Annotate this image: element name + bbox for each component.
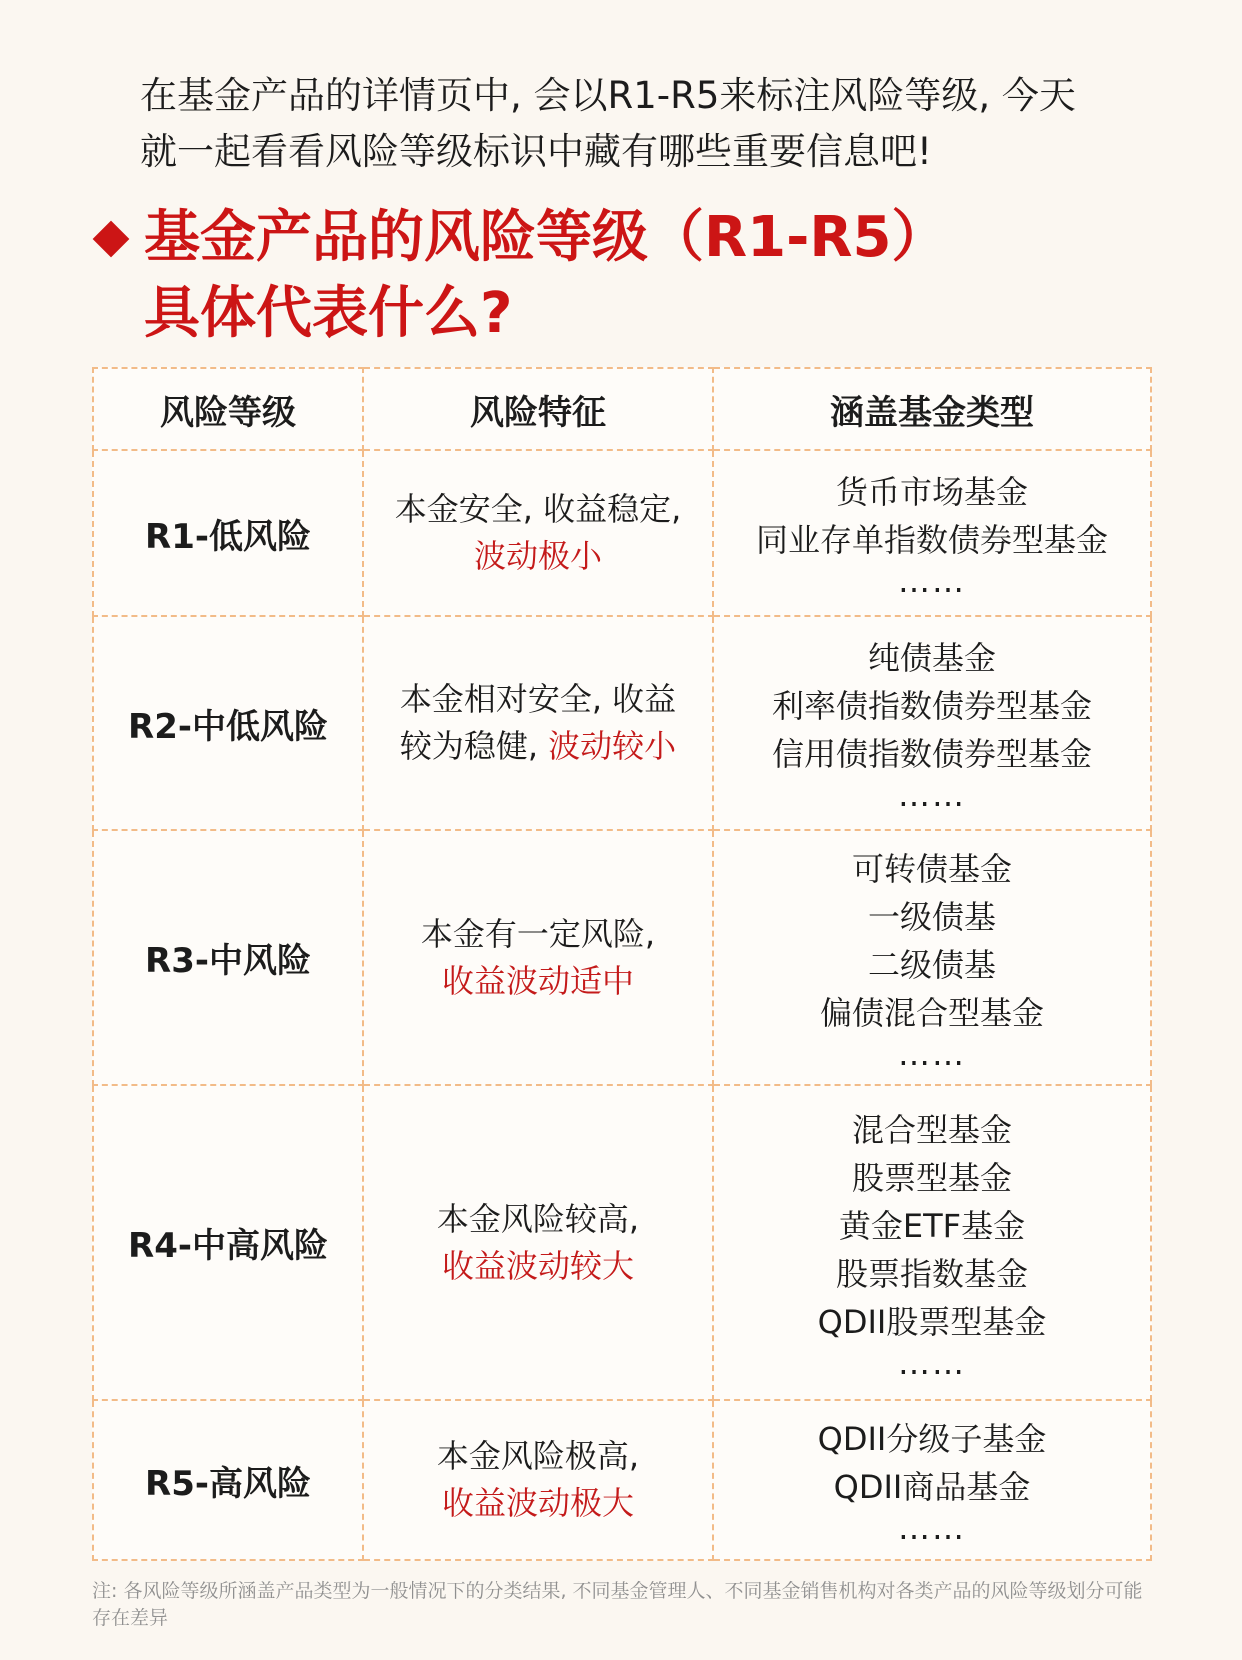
header-risk-level: 风险等级 — [93, 368, 363, 450]
intro-line-2: 就一起看看风险等级标识中藏有哪些重要信息吧! — [140, 130, 932, 173]
fund-type: 二级债基 — [867, 945, 996, 984]
fund-type: 同业存单指数债券型基金 — [755, 521, 1108, 559]
header-fund-types: 涵盖基金类型 — [713, 368, 1151, 450]
fund-type: QDII分级子基金 — [817, 1420, 1047, 1458]
risk-level-table — [92, 367, 1152, 1561]
diamond-bullet-icon — [93, 221, 130, 258]
section-title-line-2: 具体代表什么? — [144, 281, 513, 346]
fund-type: 利率债指数债券型基金 — [771, 687, 1092, 725]
more-ellipsis: …… — [898, 1343, 966, 1382]
fund-types-cell — [713, 830, 1151, 1085]
feature-text: 本金安全, 收益稳定, — [394, 490, 682, 528]
risk-feature-cell — [363, 1400, 713, 1560]
feature-text: 本金有一定风险, — [420, 914, 656, 953]
risk-level-cell: R5-高风险 — [93, 1400, 363, 1560]
more-ellipsis: …… — [898, 562, 966, 600]
risk-level-cell: R1-低风险 — [93, 450, 363, 616]
fund-types-cell — [713, 1400, 1151, 1560]
table-row — [93, 1085, 1151, 1400]
risk-feature-cell — [363, 830, 713, 1085]
footnote: 注: 各风险等级所涵盖产品类型为一般情况下的分类结果, 不同基金管理人、不同基金销售机构对各类产品的风险等级划分可能存在差异 — [92, 1580, 1143, 1629]
fund-types-cell — [713, 1085, 1151, 1400]
table-header-row — [93, 368, 1151, 450]
fund-type: QDII股票型基金 — [817, 1302, 1047, 1341]
table-row — [93, 450, 1151, 616]
feature-highlight: 收益波动极大 — [441, 1484, 634, 1522]
feature-text: 本金相对安全, 收益较为稳健, — [399, 680, 677, 765]
feature-highlight: 收益波动较大 — [441, 1246, 634, 1285]
table-row — [93, 616, 1151, 830]
risk-feature-cell — [363, 450, 713, 616]
risk-feature-cell — [363, 1085, 713, 1400]
fund-type: 信用债指数债券型基金 — [771, 735, 1092, 773]
more-ellipsis: …… — [898, 776, 966, 814]
section-title-text — [144, 200, 947, 352]
feature-text: 本金风险较高, — [436, 1199, 640, 1238]
feature-text: 本金风险极高, — [436, 1437, 640, 1475]
feature-highlight: 收益波动适中 — [441, 961, 634, 1000]
table-row — [93, 830, 1151, 1085]
more-ellipsis: …… — [898, 1509, 966, 1547]
risk-level-cell: R3-中风险 — [93, 830, 363, 1085]
feature-highlight: 波动极小 — [473, 537, 602, 575]
fund-types-cell — [713, 616, 1151, 830]
fund-type: 黄金ETF基金 — [838, 1206, 1026, 1245]
more-ellipsis: …… — [898, 1034, 966, 1073]
fund-types-cell — [713, 450, 1151, 616]
intro-paragraph — [140, 68, 1160, 180]
header-risk-feature: 风险特征 — [363, 368, 713, 450]
feature-highlight: 波动较小 — [548, 727, 677, 765]
intro-line-1: 在基金产品的详情页中, 会以R1-R5来标注风险等级, 今天 — [140, 74, 1076, 117]
risk-level-cell: R4-中高风险 — [93, 1085, 363, 1400]
fund-type: QDII商品基金 — [833, 1468, 1031, 1506]
section-title — [92, 200, 1152, 352]
fund-type: 混合型基金 — [851, 1110, 1012, 1149]
risk-feature-cell — [363, 616, 713, 830]
fund-type: 股票型基金 — [851, 1158, 1012, 1197]
fund-type: 货币市场基金 — [835, 473, 1028, 511]
fund-type: 偏债混合型基金 — [819, 993, 1044, 1032]
fund-type: 股票指数基金 — [835, 1254, 1028, 1293]
fund-type: 纯债基金 — [867, 639, 996, 677]
risk-level-cell: R2-中低风险 — [93, 616, 363, 830]
section-title-line-1: 基金产品的风险等级（R1-R5） — [144, 205, 948, 270]
fund-type: 可转债基金 — [851, 849, 1012, 888]
fund-type: 一级债基 — [867, 897, 996, 936]
table-row — [93, 1400, 1151, 1560]
